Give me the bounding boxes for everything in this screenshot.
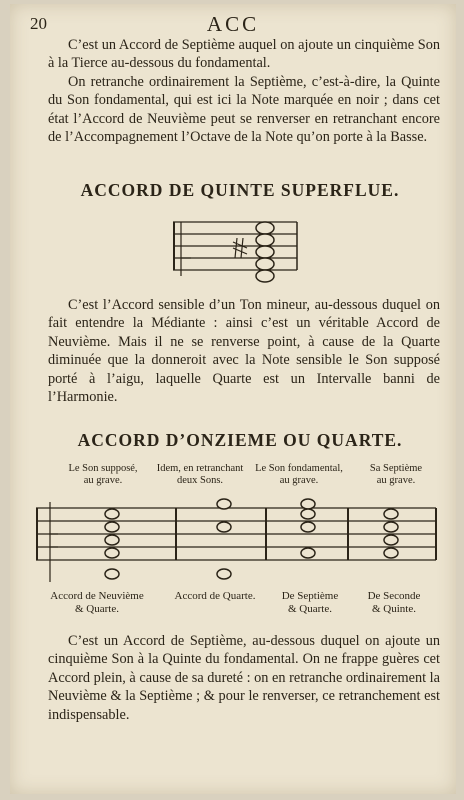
heading-onzieme-ou-quarte: ACCORD D’ONZIEME OU QUARTE.: [77, 430, 403, 450]
paragraph-1-text: C’est un Accord de Septième auquel on ajoute un cinquième Son à la Tierce au-dessous du fondamental.: [48, 37, 440, 72]
paragraph-4-text: C’est un Accord de Septième, au-dessous duquel on ajoute un cinquième Son à la Quinte du fondamental. On ne frappe guères cet Accord plein, à cause de sa dureté : on en retranche ordinairement la Neuvième & la Septième ; & pour le renverser, ce retranchement est indispensable.: [48, 633, 440, 723]
chord-label-4: De Seconde & Quinte.: [367, 590, 421, 615]
music-example-quinte-superflue: [173, 214, 303, 284]
top-label-3: Le Son fondamental, au grave.: [255, 463, 343, 486]
top-label-2: Idem, en retranchant deux Sons.: [156, 463, 244, 486]
top-label-1: Le Son supposé, au grave.: [68, 463, 138, 486]
chord-label-1: Accord de Neuvième & Quarte.: [50, 590, 144, 615]
page-number: 20: [30, 14, 47, 33]
chord-label-2: Accord de Quarte.: [174, 590, 256, 602]
paragraph-2-text: On retranche ordinairement la Septième, c’est-à-dire, la Quinte du Son fondamental, qui est ici la Note marquée en noir ; dans cet état l’Accord de Neuvième peut se renverser en retranchant encore de l’Accompagnement l’Octave de la Note qu’on porte à la Basse.: [48, 74, 440, 146]
paragraph-4: [48, 632, 440, 724]
paragraph-2: [48, 73, 440, 147]
heading-quinte-superflue: ACCORD DE QUINTE SUPERFLUE.: [80, 180, 400, 200]
paragraph-3-text: C’est l’Accord sensible d’un Ton mineur, au-dessous duquel on fait entendre la Médiante : ainsi c’est un véritable Accord de Neuvième. Mais il ne se renverse point, à cause de la Quarte diminuée que la donneroit avec la Note sensible le Son supposé porté à l’aigu, laquelle Quarte est un Intervalle banni de l’Harmonie.: [48, 297, 440, 406]
chord-label-3: De Septième & Quarte.: [281, 590, 339, 615]
running-title: ACC: [206, 12, 260, 36]
music-example-onzieme: [36, 490, 438, 586]
paragraph-1: [48, 36, 440, 73]
book-page: [10, 4, 456, 794]
paragraph-3: [48, 296, 440, 406]
page-header: [10, 14, 456, 38]
top-label-4: Sa Septième au grave.: [369, 463, 423, 486]
